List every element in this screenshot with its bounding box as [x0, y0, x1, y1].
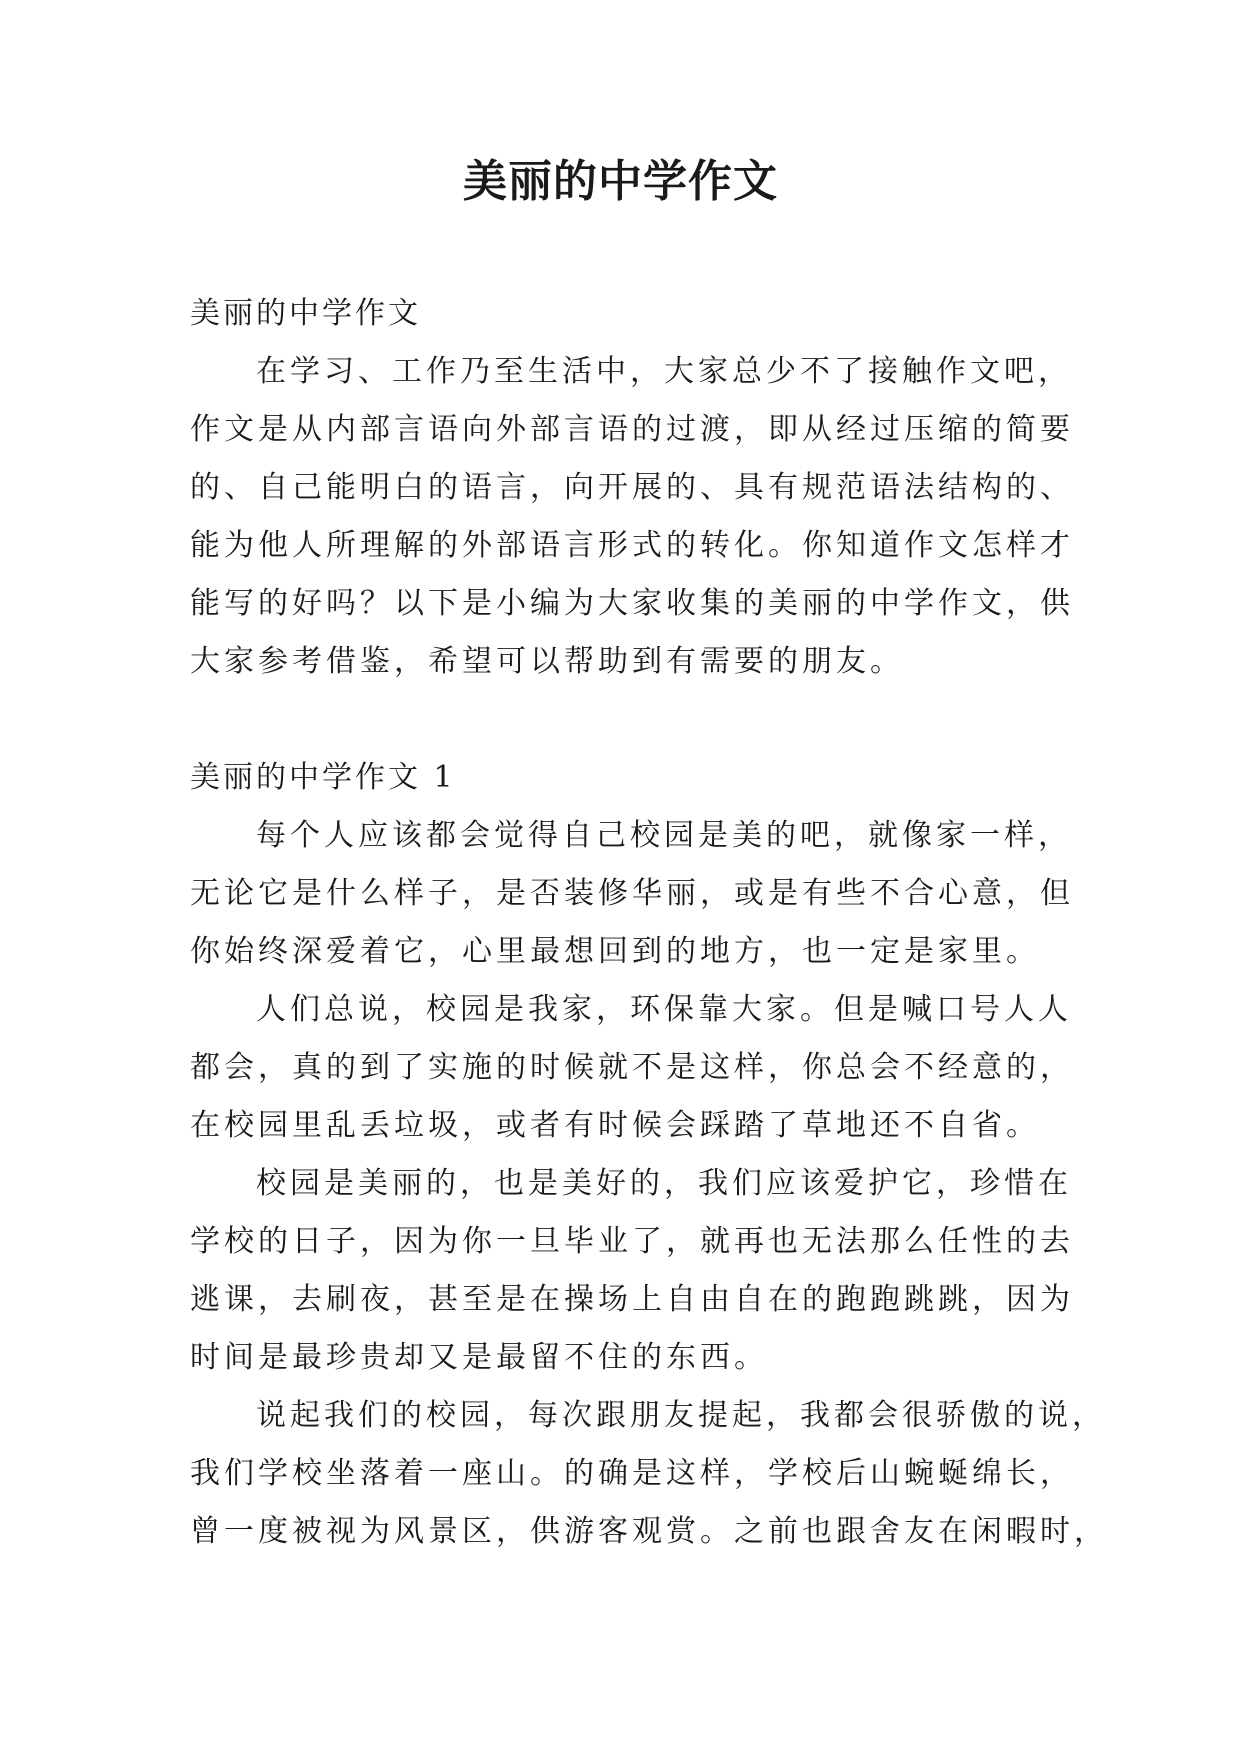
paragraph-line: 逃课，去刷夜，甚至是在操场上自由自在的跑跑跳跳，因为	[190, 1282, 1074, 1317]
essay-paragraph-1	[190, 807, 1074, 981]
paragraph-line: 我们学校坐落着一座山。的确是这样，学校后山蜿蜒绵长，	[190, 1456, 1074, 1491]
paragraph-line: 学校的日子，因为你一旦毕业了，就再也无法那么任性的去	[190, 1224, 1074, 1259]
intro-paragraph	[190, 343, 1074, 691]
paragraph-line: 时间是最珍贵却又是最留不住的东西。	[190, 1340, 768, 1375]
paragraph-line: 你始终深爱着它，心里最想回到的地方，也一定是家里。	[190, 934, 1040, 969]
paragraph-line: 作文是从内部言语向外部言语的过渡，即从经过压缩的简要	[190, 412, 1074, 447]
intro-heading: 美丽的中学作文	[190, 296, 421, 331]
paragraph-line: 的、自己能明白的语言，向开展的、具有规范语法结构的、	[190, 470, 1074, 505]
document-title: 美丽的中学作文	[463, 156, 778, 207]
paragraph-line: 在学习、工作乃至生活中，大家总少不了接触作文吧，	[256, 354, 1072, 389]
paragraph-line: 每个人应该都会觉得自己校园是美的吧，就像家一样，	[256, 818, 1072, 853]
paragraph-line: 能写的好吗？以下是小编为大家收集的美丽的中学作文，供	[190, 586, 1074, 621]
essay-paragraph-3	[190, 1155, 1074, 1387]
paragraph-line: 说起我们的校园，每次跟朋友提起，我都会很骄傲的说，	[256, 1398, 1106, 1433]
paragraph-line: 曾一度被视为风景区，供游客观赏。之前也跟舍友在闲暇时，	[190, 1514, 1108, 1549]
document-body	[190, 285, 1108, 1561]
paragraph-line: 人们总说，校园是我家，环保靠大家。但是喊口号人人	[256, 992, 1072, 1027]
paragraph-line: 校园是美丽的，也是美好的，我们应该爱护它，珍惜在	[256, 1166, 1072, 1201]
paragraph-line: 在校园里乱丢垃圾，或者有时候会踩踏了草地还不自省。	[190, 1108, 1040, 1143]
paragraph-line: 大家参考借鉴，希望可以帮助到有需要的朋友。	[190, 644, 904, 679]
paragraph-line: 无论它是什么样子，是否装修华丽，或是有些不合心意，但	[190, 876, 1074, 911]
essay-paragraph-2	[190, 981, 1074, 1155]
section-spacer	[190, 691, 1070, 749]
essay-paragraph-4	[190, 1387, 1108, 1561]
paragraph-line: 能为他人所理解的外部语言形式的转化。你知道作文怎样才	[190, 528, 1074, 563]
paragraph-line: 都会，真的到了实施的时候就不是这样，你总会不经意的，	[190, 1050, 1074, 1085]
essay-heading: 美丽的中学作文 1	[190, 760, 456, 795]
